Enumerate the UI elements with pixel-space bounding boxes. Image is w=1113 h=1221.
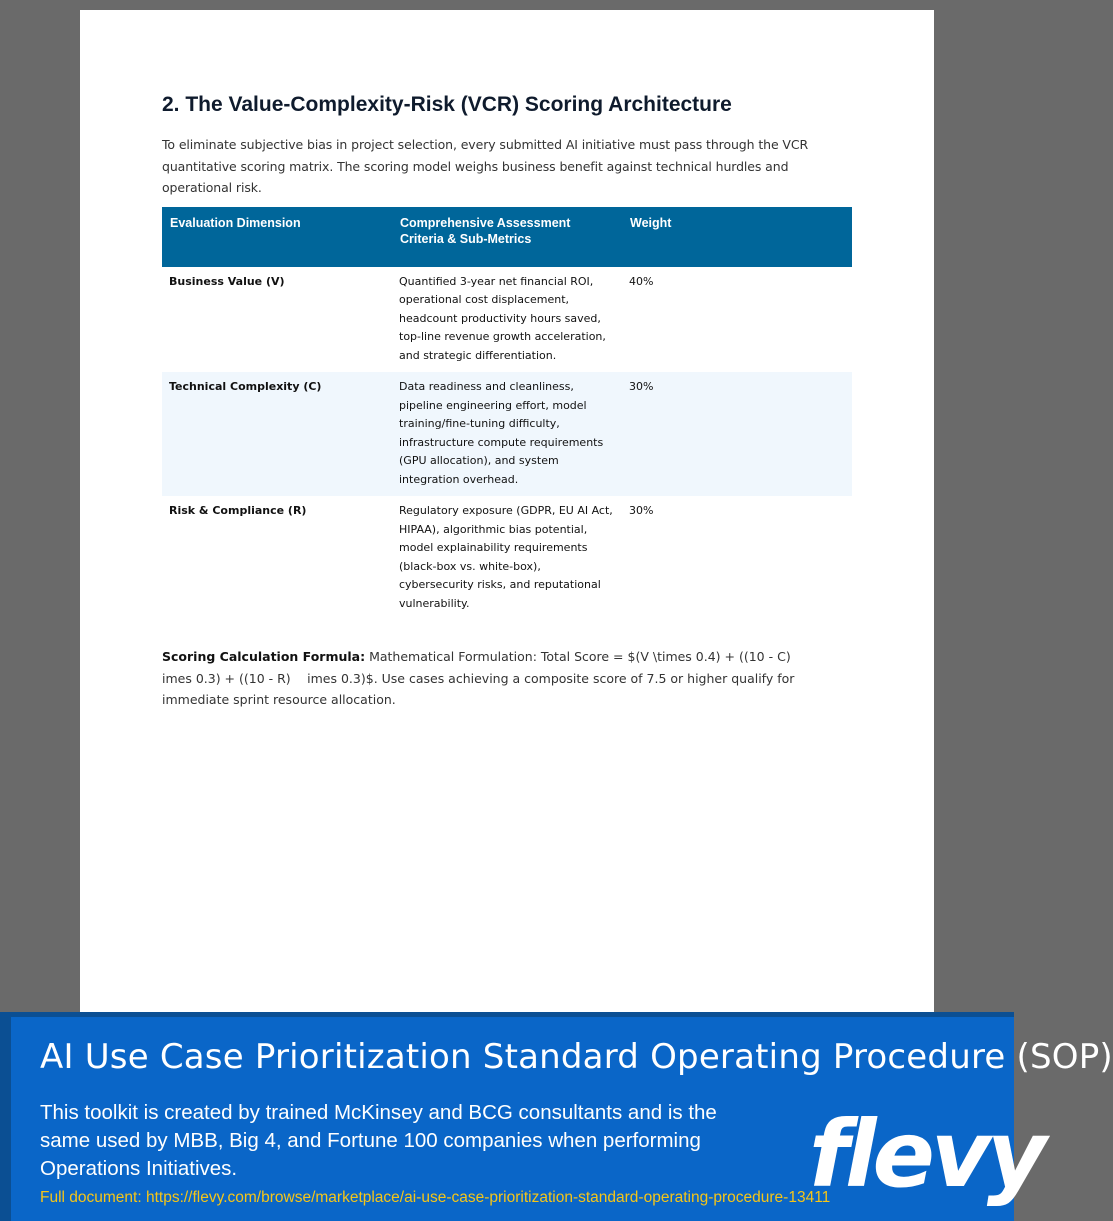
row-criteria: Regulatory exposure (GDPR, EU AI Act, HIPAA), algorithmic bias potential, model explainability requirements (black-box vs. white-box), cybersecurity risks, and reputational vulnerability. (399, 504, 613, 610)
page-content (162, 90, 852, 711)
header-weight: Weight (622, 207, 852, 267)
promo-banner-inner (11, 1017, 1113, 1221)
banner-title: AI Use Case Prioritization Standard Operating Procedure (SOP) (40, 1037, 1113, 1077)
row-weight: 40% (629, 274, 654, 288)
full-document-link[interactable]: Full document: https://flevy.com/browse/marketplace/ai-use-case-prioritization-standard-operating-procedure-13411 (40, 1189, 831, 1206)
header-assessment-criteria: Comprehensive Assessment Criteria & Sub-Metrics (392, 207, 622, 267)
table-row (162, 372, 852, 496)
row-dimension: Business Value (V) (169, 274, 285, 288)
header-evaluation-dimension: Evaluation Dimension (162, 207, 392, 267)
row-weight: 30% (622, 372, 852, 496)
table-row (162, 496, 852, 620)
formula-label: Scoring Calculation Formula: (162, 649, 366, 664)
row-dimension: Risk & Compliance (R) (169, 504, 307, 517)
scoring-formula (162, 646, 852, 711)
section-title: 2. The Value-Complexity-Risk (VCR) Scoring Architecture (162, 93, 732, 116)
row-criteria: Data readiness and cleanliness, pipeline engineering effort, model training/fine-tuning difficulty, infrastructure compute requirements (GPU allocation), and system integration overhead. (392, 372, 622, 496)
formula-text: Mathematical Formulation: Total Score = $(V \times 0.4) + ((10 - C) imes 0.3) + ((10 - R) imes 0.3)$. Use cases achieving a composite score of 7.5 or higher qualify for immediate sprint resource allocation. (162, 649, 841, 707)
row-dimension: Technical Complexity (C) (162, 372, 392, 496)
row-criteria: Quantified 3-year net financial ROI, operational cost displacement, headcount productivity hours saved, top-line revenue growth acceleration, and strategic differentiation. (399, 274, 606, 362)
document-page (80, 10, 934, 1012)
section-intro: To eliminate subjective bias in project selection, every submitted AI initiative must pass through the VCR quantitative scoring matrix. The scoring model weighs business benefit against technical hurdles and operational risk. (162, 137, 809, 195)
table-row (162, 267, 852, 373)
flevy-logo: flevy (809, 1101, 1043, 1208)
banner-description: This toolkit is created by trained McKinsey and BCG consultants and is the same used by MBB, Big 4, and Fortune 100 companies when performing Operations Initiatives. (40, 1101, 717, 1180)
vcr-scoring-table (162, 207, 852, 621)
row-weight: 30% (629, 504, 654, 517)
promo-banner (0, 1012, 1113, 1221)
table-header-row (162, 207, 852, 267)
